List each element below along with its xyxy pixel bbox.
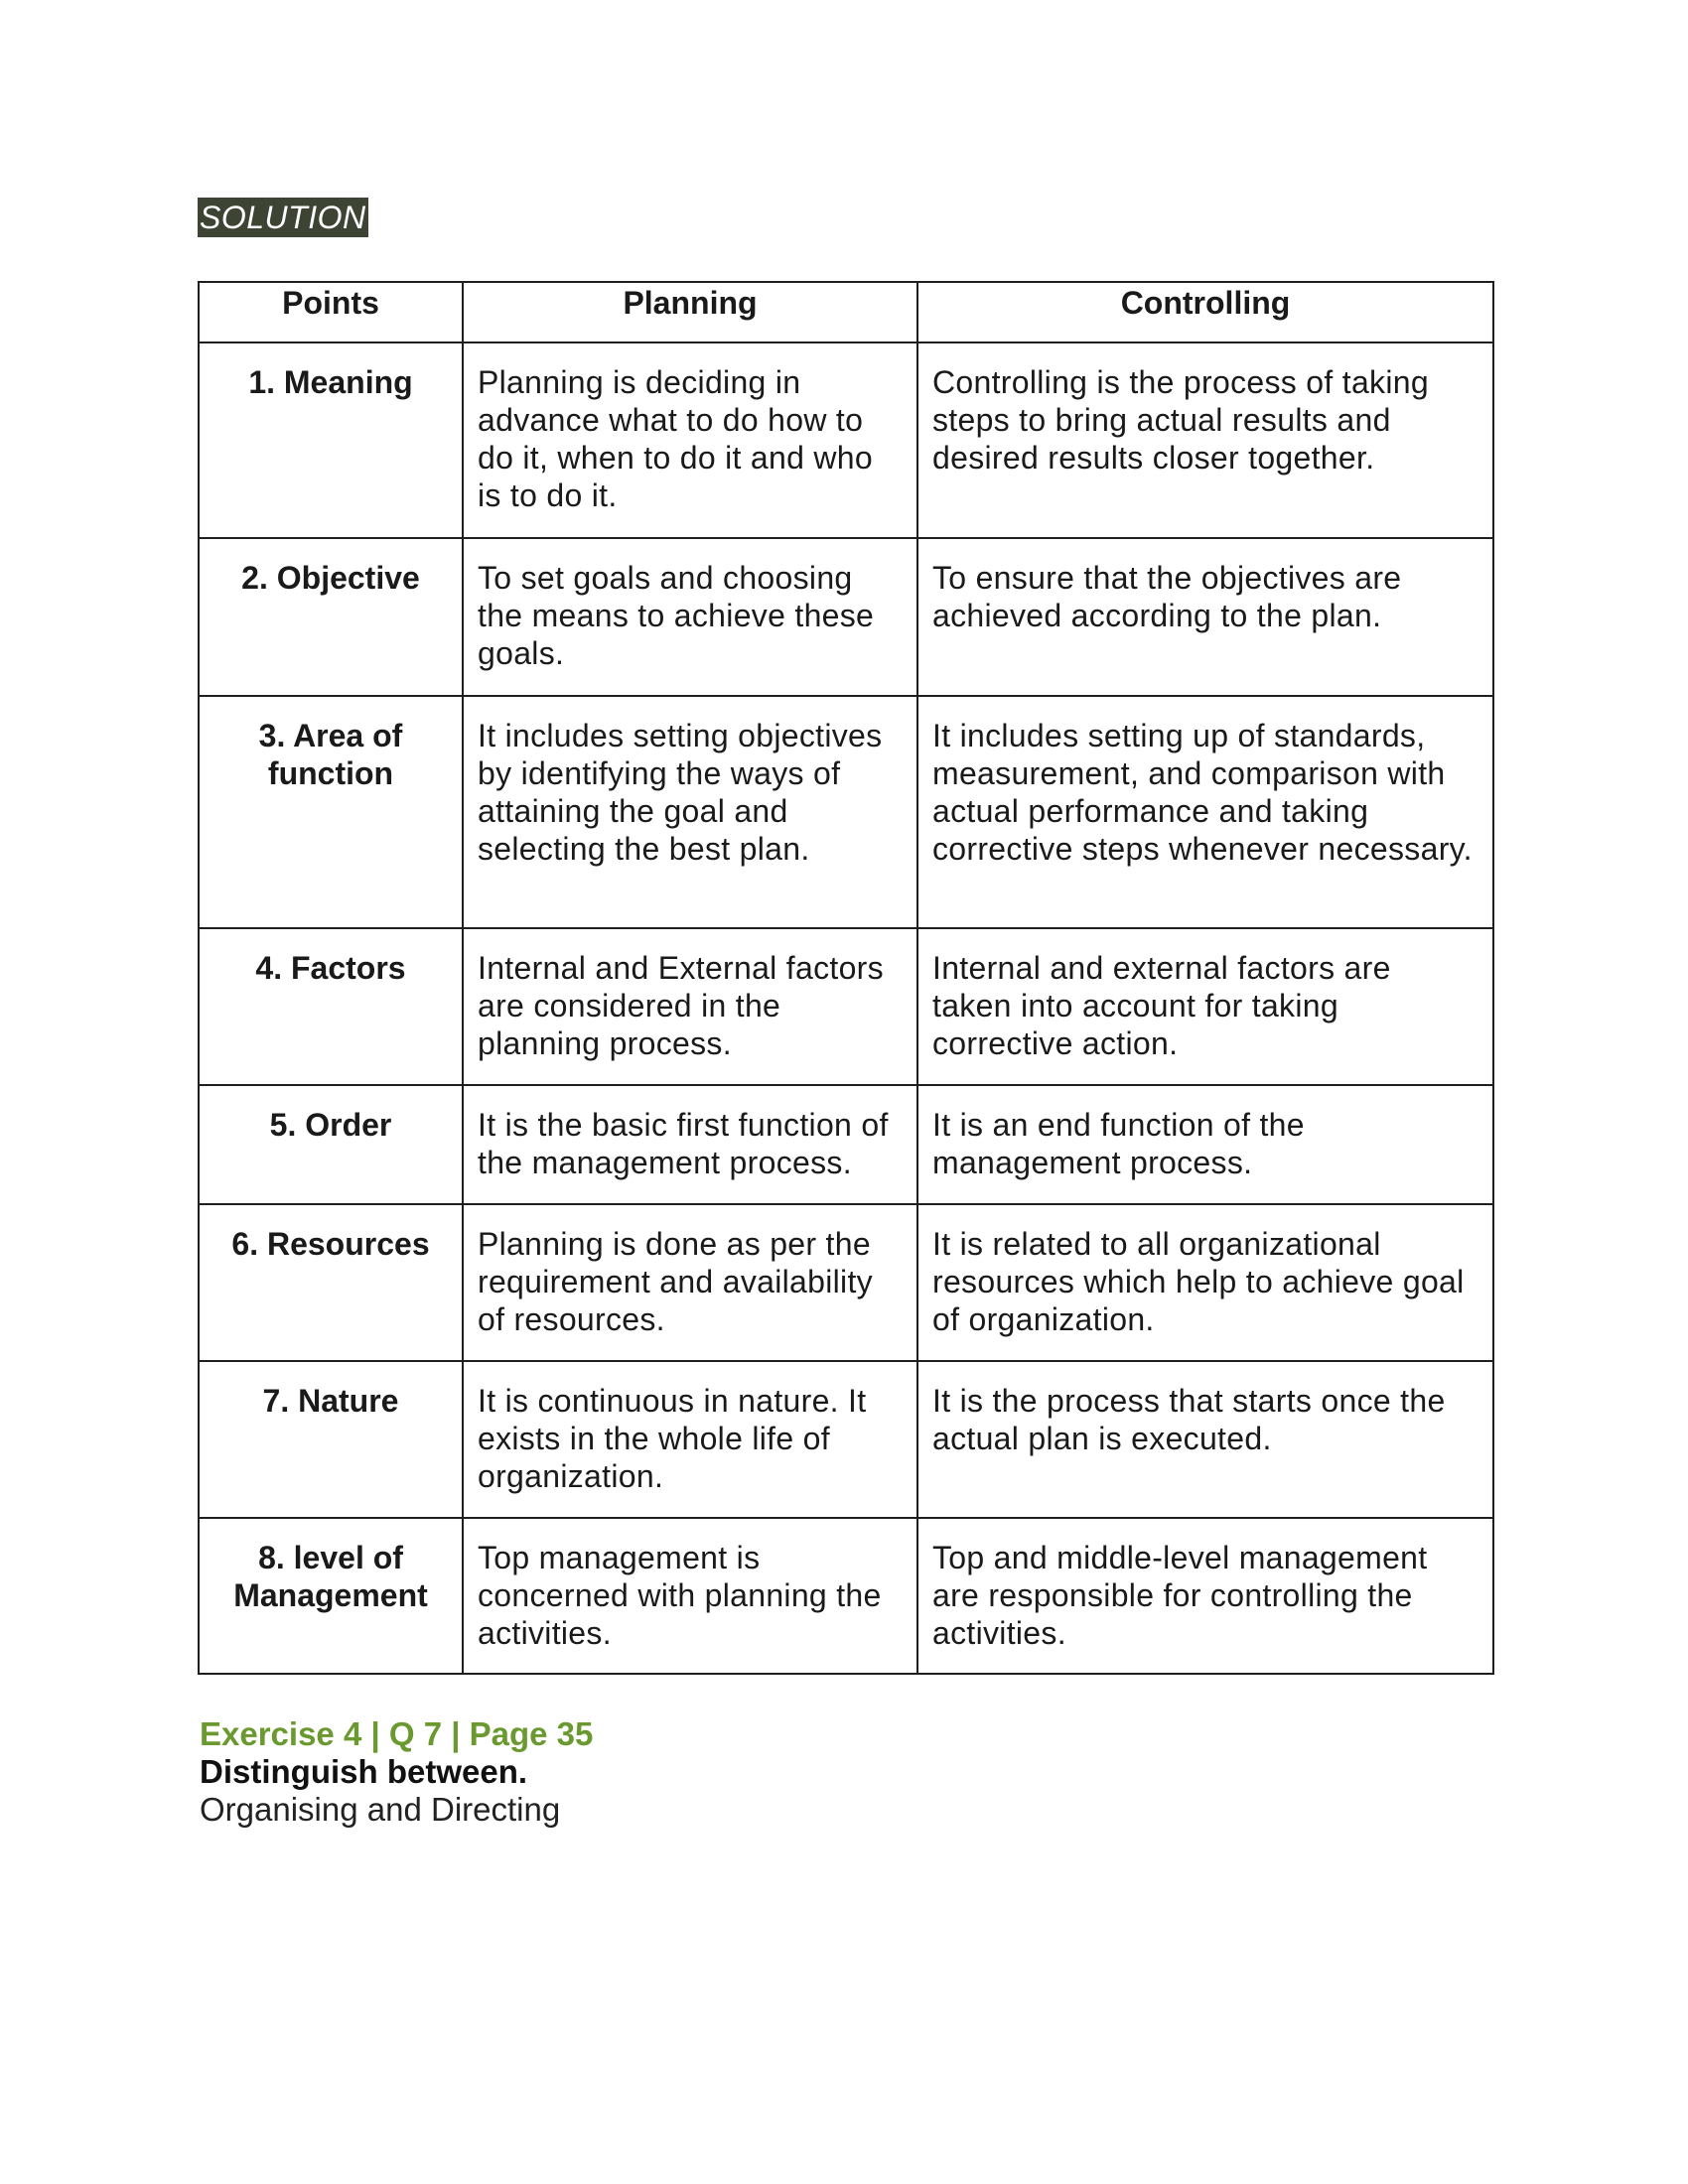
question-title: Distinguish between. [200,1753,528,1790]
row-planning: Top management is concerned with planning the activities. [463,1518,917,1674]
solution-label: SOLUTION [200,200,366,235]
row-point: 2. Objective [199,538,463,696]
row-planning: Internal and External factors are considered in the planning process. [463,928,917,1085]
row-point: 5. Order [199,1085,463,1204]
row-point: 7. Nature [199,1361,463,1518]
row-point: 4. Factors [199,928,463,1085]
row-planning: It includes setting objectives by identifying the ways of attaining the goal and selecting the best plan. [463,696,917,928]
row-controlling: It includes setting up of standards, measurement, and comparison with actual performance and taking corrective steps whenever necessary. [917,696,1493,928]
header-points: Points [199,282,463,342]
point-line-2: function [267,755,394,791]
table-row [199,928,1493,1085]
row-controlling: It is the process that starts once the actual plan is executed. [917,1361,1493,1518]
question-subject: Organising and Directing [200,1791,561,1828]
point-line-1: 8. level of [258,1540,403,1575]
row-planning: Planning is done as per the requirement and availability of resources. [463,1204,917,1361]
row-controlling: Controlling is the process of taking steps to bring actual results and desired results closer together. [917,342,1493,538]
row-controlling: It is an end function of the management process. [917,1085,1493,1204]
header-planning: Planning [463,282,917,342]
row-controlling: To ensure that the objectives are achieved according to the plan. [917,538,1493,696]
comparison-table [198,281,1494,1675]
row-controlling: It is related to all organizational resources which help to achieve goal of organization. [917,1204,1493,1361]
row-planning: It is continuous in nature. It exists in the whole life of organization. [463,1361,917,1518]
row-controlling: Top and middle-level management are responsible for controlling the activities. [917,1518,1493,1674]
exercise-reference: Exercise 4 | Q 7 | Page 35 [200,1715,594,1752]
table-header-row [199,282,1493,342]
table-row [199,1518,1493,1674]
row-controlling: Internal and external factors are taken into account for taking corrective action. [917,928,1493,1085]
table-row [199,538,1493,696]
point-line-1: 3. Area of [258,718,403,753]
table-row [199,696,1493,928]
header-controlling: Controlling [917,282,1493,342]
row-point [199,1518,463,1674]
row-point [199,696,463,928]
row-point: 6. Resources [199,1204,463,1361]
row-planning: It is the basic first function of the management process. [463,1085,917,1204]
table-row [199,1361,1493,1518]
row-planning: Planning is deciding in advance what to do how to do it, when to do it and who is to do it. [463,342,917,538]
row-point: 1. Meaning [199,342,463,538]
table-row [199,342,1493,538]
table-row [199,1085,1493,1204]
row-planning: To set goals and choosing the means to achieve these goals. [463,538,917,696]
point-line-2: Management [233,1577,428,1613]
table-row [199,1204,1493,1361]
